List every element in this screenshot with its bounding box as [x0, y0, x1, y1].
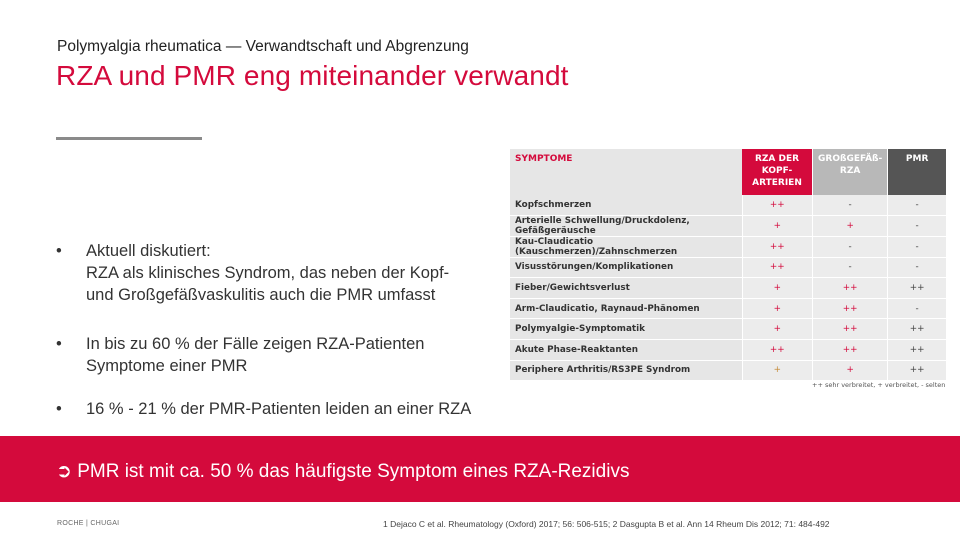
value-cell: - [813, 195, 888, 215]
value-cell: ++ [742, 339, 813, 360]
bullet-text: Aktuell diskutiert: [86, 242, 211, 260]
symptom-cell: Kopfschmerzen [510, 195, 742, 215]
value-cell: ++ [813, 298, 888, 319]
symptom-cell: Fieber/Gewichtsverlust [510, 278, 742, 299]
symptom-cell: Visusstörungen/Komplikationen [510, 257, 742, 278]
symptom-cell: Akute Phase-Reaktanten [510, 339, 742, 360]
banner-message: PMR ist mit ca. 50 % das häufigste Symptom eines RZA-Rezidivs [77, 461, 630, 482]
slide-subtitle: Polymyalgia rheumatica — Verwandtschaft und Abgrenzung [57, 38, 469, 55]
value-cell: ++ [742, 195, 813, 215]
table-header-rza-kopf: RZA DER KOPF-ARTERIEN [742, 149, 813, 195]
bullet-icon: • [56, 400, 62, 418]
table-row [510, 257, 946, 278]
symptom-table [510, 149, 946, 381]
value-cell: ++ [813, 319, 888, 340]
bullet-text-line: und Großgefäßvaskulitis auch die PMR umfasst [86, 286, 436, 304]
bullet-text-line: RZA als klinisches Syndrom, das neben der Kopf- [86, 264, 450, 282]
table-legend: ++ sehr verbreitet, + verbreitet, - selten [812, 381, 946, 389]
bullet-text-line: Symptome einer PMR [86, 357, 248, 375]
table-row [510, 360, 946, 381]
table-row [510, 319, 946, 340]
footer-brand: ROCHE | CHUGAI [57, 520, 120, 527]
bullet-item [56, 240, 449, 306]
table-row [510, 195, 946, 215]
table-body [510, 195, 946, 381]
table-row [510, 236, 946, 257]
bullet-icon: • [56, 335, 62, 353]
bullet-text: In bis zu 60 % der Fälle zeigen RZA-Patienten [86, 335, 425, 353]
banner-text [56, 460, 629, 483]
symptom-cell: Arterielle Schwellung/Druckdolenz, Gefäßgeräusche [510, 215, 742, 236]
value-cell: + [742, 319, 813, 340]
table-header-rza-grossgefaess: GROßGEFÄß-RZA [813, 149, 888, 195]
table-row [510, 215, 946, 236]
symptom-cell: Periphere Arthritis/RS3PE Syndrom [510, 360, 742, 381]
bullet-item [56, 333, 424, 377]
bullet-icon: • [56, 242, 62, 260]
value-cell: + [742, 215, 813, 236]
value-cell: ++ [742, 236, 813, 257]
value-cell: ++ [888, 339, 946, 360]
value-cell: + [742, 360, 813, 381]
value-cell: ++ [813, 339, 888, 360]
value-cell: ++ [888, 278, 946, 299]
value-cell: + [742, 298, 813, 319]
bullet-item [56, 398, 471, 420]
slide-title: RZA und PMR eng miteinander verwandt [56, 60, 569, 91]
highlight-banner [0, 436, 960, 502]
value-cell: - [888, 236, 946, 257]
value-cell: + [813, 215, 888, 236]
value-cell: ++ [813, 278, 888, 299]
footer-references: 1 Dejaco C et al. Rheumatology (Oxford) 2017; 56: 506-515; 2 Dasgupta B et al. Ann 14 Rheum Dis 2012; 71: 484-492 [383, 519, 830, 529]
value-cell: - [888, 257, 946, 278]
value-cell: - [888, 215, 946, 236]
table-header-pmr: PMR [888, 149, 946, 195]
table-header-symptome: SYMPTOME [510, 149, 742, 195]
table-row [510, 298, 946, 319]
value-cell: ++ [888, 360, 946, 381]
value-cell: ++ [742, 257, 813, 278]
symptom-cell: Kau-Claudicatio (Kauschmerzen)/Zahnschmerzen [510, 236, 742, 257]
bullet-text: 16 % - 21 % der PMR-Patienten leiden an einer RZA [86, 400, 472, 418]
arrow-right-icon: ➲ [56, 461, 72, 482]
symptom-cell: Arm-Claudicatio, Raynaud-Phänomen [510, 298, 742, 319]
title-underline [56, 137, 202, 140]
value-cell: + [742, 278, 813, 299]
value-cell: - [813, 236, 888, 257]
value-cell: ++ [888, 319, 946, 340]
table-row [510, 278, 946, 299]
value-cell: - [813, 257, 888, 278]
value-cell: + [813, 360, 888, 381]
symptom-cell: Polymyalgie-Symptomatik [510, 319, 742, 340]
table-row [510, 339, 946, 360]
value-cell: - [888, 195, 946, 215]
value-cell: - [888, 298, 946, 319]
